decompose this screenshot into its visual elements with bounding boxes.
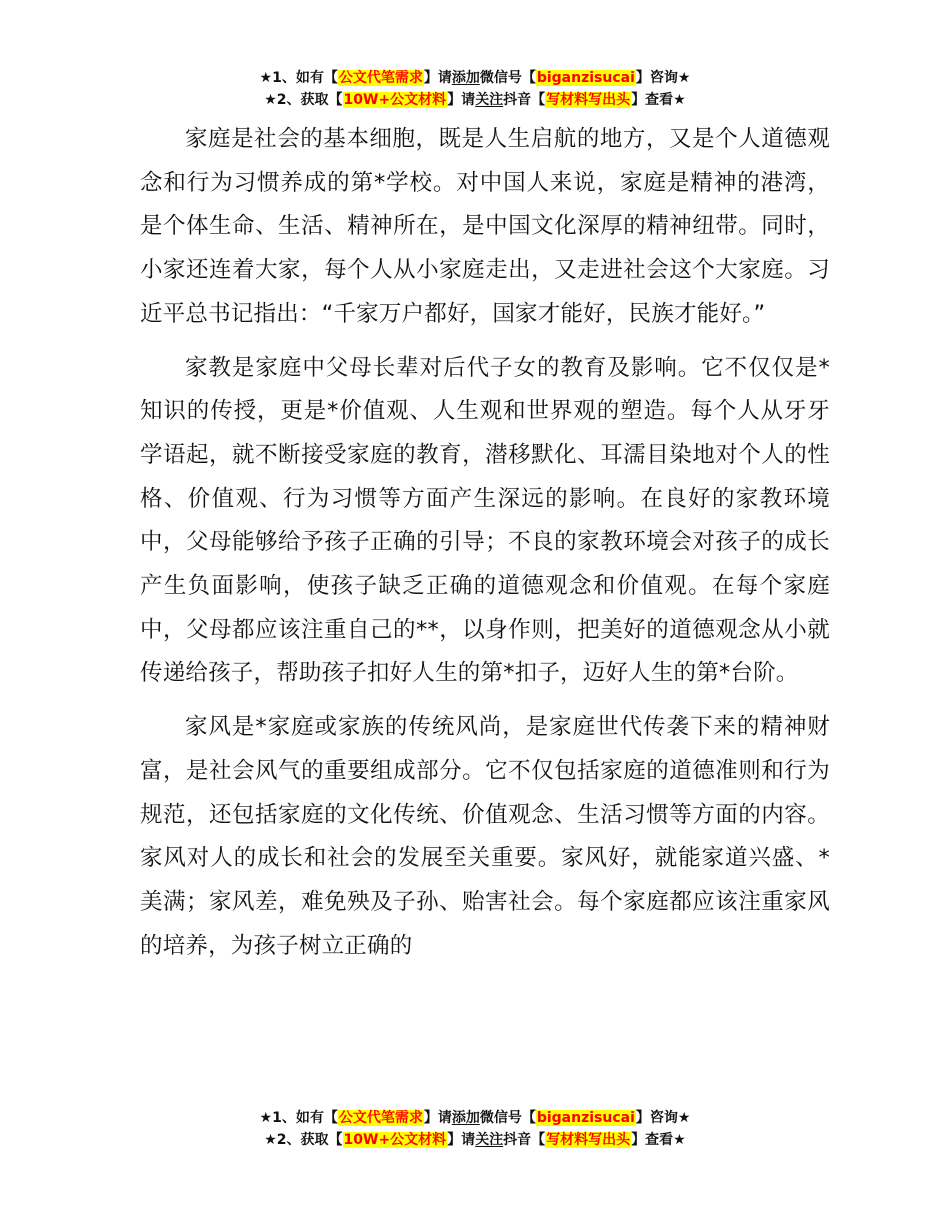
header-banner bbox=[0, 67, 950, 111]
paragraph-family-education: 家教是家庭中父母长辈对后代子女的教育及影响。它不仅仅是*知识的传授，更是*价值观、人生观和世界观的塑造。每个人从牙牙学语起，就不断接受家庭的教育，潜移默化、耳濡目染地对个人的性格、价值观、行为习惯等方面产生深远的影响。在良好的家教环境中，父母能够给予孩子正确的引导；不良的家教环境会对孩子的成长产生负面影响，使孩子缺乏正确的道德观念和价值观。在每个家庭中，父母都应该注重自己的**，以身作则，把美好的道德观念从小就传递给孩子，帮助孩子扣好人生的第*扣子，迈好人生的第*台阶。 bbox=[140, 354, 830, 687]
highlight-materials: 10W+公文材料 bbox=[343, 92, 447, 108]
underline-add: 添加 bbox=[451, 70, 480, 86]
header-line-1: ★1、如有【公文代笔需求】请添加微信号【biganzisucai】咨询★ bbox=[259, 70, 691, 86]
highlight-service: 公文代笔需求 bbox=[338, 70, 423, 86]
highlight-service: 公文代笔需求 bbox=[338, 1110, 423, 1126]
highlight-douyin-account: 写材料写出头 bbox=[546, 1132, 631, 1148]
highlight-douyin-account: 写材料写出头 bbox=[546, 92, 631, 108]
footer-line-2: ★2、获取【10W+公文材料】请关注抖音【写材料写出头】查看★ bbox=[264, 1132, 686, 1148]
footer-banner bbox=[0, 1107, 950, 1151]
underline-follow: 关注 bbox=[475, 92, 504, 108]
highlight-materials: 10W+公文材料 bbox=[343, 1132, 447, 1148]
highlight-wechat-id: biganzisucai bbox=[536, 70, 635, 86]
footer-line-1: ★1、如有【公文代笔需求】请添加微信号【biganzisucai】咨询★ bbox=[259, 1110, 691, 1126]
highlight-wechat-id: biganzisucai bbox=[536, 1110, 635, 1126]
underline-follow: 关注 bbox=[475, 1132, 504, 1148]
header-line-2: ★2、获取【10W+公文材料】请关注抖音【写材料写出头】查看★ bbox=[264, 92, 686, 108]
underline-add: 添加 bbox=[451, 1110, 480, 1126]
document-body bbox=[140, 118, 830, 968]
paragraph-family-style: 家风是*家庭或家族的传统风尚，是家庭世代传袭下来的精神财富，是社会风气的重要组成部分。它不仅包括家庭的道德准则和行为规范，还包括家庭的文化传统、价值观念、生活习惯等方面的内容。家风对人的成长和社会的发展至关重要。家风好，就能家道兴盛、*美满；家风差，难免殃及子孙、贻害社会。每个家庭都应该注重家风的培养，为孩子树立正确的 bbox=[140, 714, 830, 959]
paragraph-family: 家庭是社会的基本细胞，既是人生启航的地方，又是个人道德观念和行为习惯养成的第*学校。对中国人来说，家庭是精神的港湾，是个体生命、生活、精神所在，是中国文化深厚的精神纽带。同时，小家还连着大家，每个人从小家庭走出，又走进社会这个大家庭。习近平总书记指出：“千家万户都好，国家才能好，民族才能好。” bbox=[140, 126, 830, 327]
